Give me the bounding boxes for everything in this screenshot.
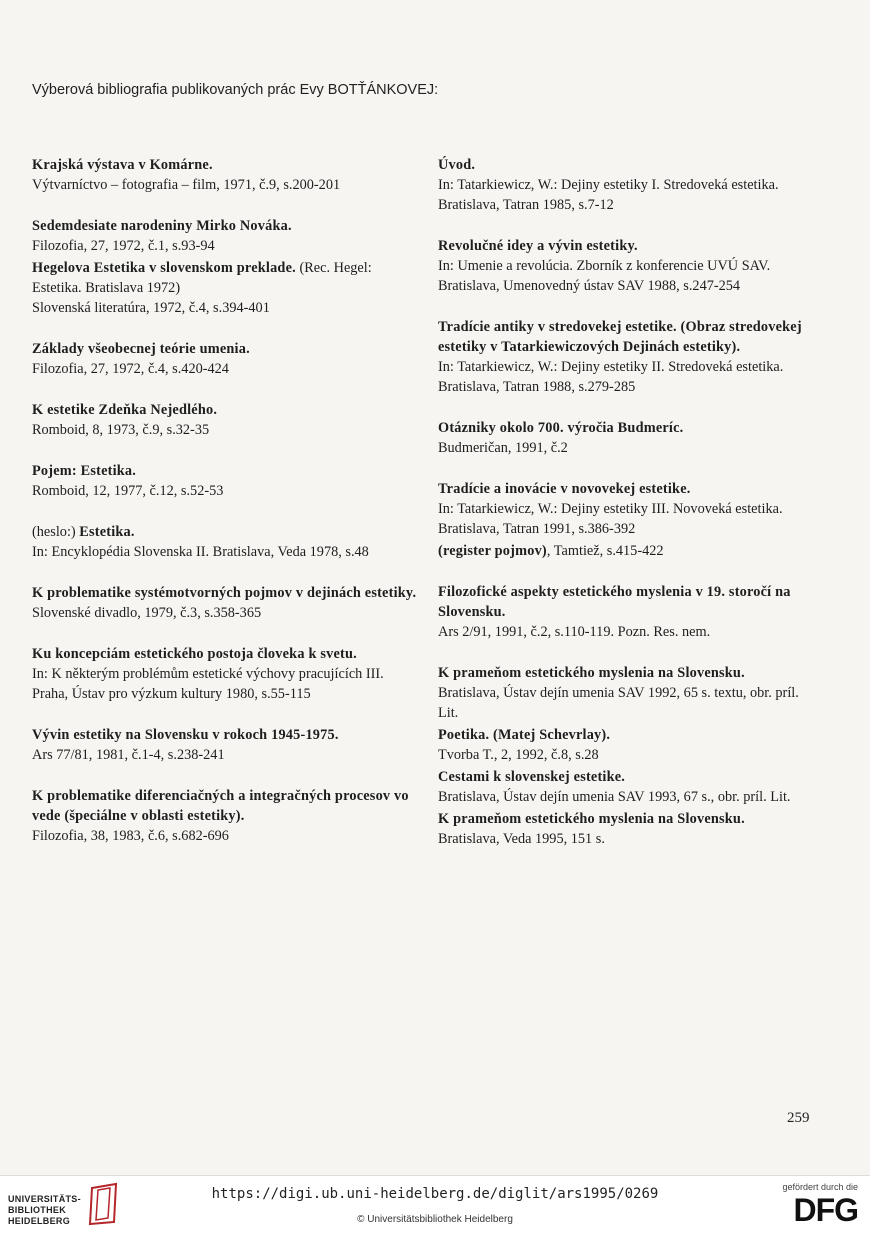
bibliography-entry	[438, 479, 818, 539]
entry-title-line	[32, 400, 417, 420]
left-column	[32, 155, 417, 867]
entry-title: K problematike systémotvorných pojmov v dejinách estetiky.	[32, 585, 417, 601]
entry-title-line	[438, 317, 818, 357]
entry-title: Základy všeobecnej teórie umenia.	[32, 341, 250, 357]
entry-title: Úvod.	[438, 157, 476, 173]
bibliography-entry	[438, 809, 818, 849]
entry-details: Bratislava, Ústav dejín umenia SAV 1992, 65 s. textu, obr. príl. Lit.	[438, 685, 799, 721]
document-url[interactable]: https://digi.ub.uni-heidelberg.de/diglit/ars1995/0269	[211, 1186, 659, 1202]
entry-details: In: Encyklopédia Slovenska II. Bratislava, Veda 1978, s.48	[32, 544, 369, 560]
page-number: 259	[787, 1110, 810, 1126]
entry-details: Bratislava, Tatran 1991, s.386-392	[438, 521, 636, 537]
entry-title-line	[438, 155, 818, 175]
bibliography-entry	[32, 339, 417, 379]
entry-title: Pojem: Estetika.	[32, 463, 137, 479]
entry-inline-note: (Rec. Hegel: Estetika. Bratislava 1972)	[32, 260, 372, 296]
entry-details: Filozofia, 38, 1983, č.6, s.682-696	[32, 828, 229, 844]
entry-details: Výtvarníctvo – fotografia – film, 1971, č.9, s.200-201	[32, 177, 341, 193]
bibliography-entry	[438, 582, 818, 642]
entry-title-line	[32, 644, 417, 664]
bibliography-entry	[438, 418, 818, 458]
entry-title-line	[438, 236, 818, 256]
entry-title-line	[438, 725, 818, 745]
entry-title: K problematike diferenciačných a integračných procesov vo vede (špeciálne v oblasti estetiky).	[32, 788, 409, 824]
library-logo-text: UNIVERSITÄTS- BIBLIOTHEK HEIDELBERG	[8, 1194, 81, 1226]
bibliography-entry	[32, 522, 417, 562]
entry-details: In: Tatarkiewicz, W.: Dejiny estetiky II. Stredoveká estetika.	[438, 359, 784, 375]
entry-title-line	[438, 582, 818, 622]
bibliography-entry	[32, 786, 417, 846]
bibliography-entry	[32, 644, 417, 704]
bibliography-entry	[32, 258, 417, 318]
entry-title-line	[32, 522, 417, 542]
entry-details: Bratislava, Umenovedný ústav SAV 1988, s.247-254	[438, 278, 741, 294]
entry-title: K estetike Zdeňka Nejedlého.	[32, 402, 218, 418]
entry-title-line	[438, 663, 818, 683]
bibliography-entry	[32, 725, 417, 765]
entry-title: Sedemdesiate narodeniny Mirko Nováka.	[32, 218, 292, 234]
entry-details: Tvorba T., 2, 1992, č.8, s.28	[438, 747, 599, 763]
entry-details: Budmeričan, 1991, č.2	[438, 440, 568, 456]
entry-details: Slovenská literatúra, 1972, č.4, s.394-401	[32, 300, 270, 316]
bibliography-entry	[438, 317, 818, 397]
entry-title: Filozofické aspekty estetického myslenia v 19. storočí na Slovensku.	[438, 584, 791, 620]
entry-inline-note: , Tamtiež, s.415-422	[546, 543, 664, 559]
bibliography-entry	[438, 541, 818, 561]
entry-title-line	[438, 767, 818, 787]
entry-title-line	[32, 725, 417, 745]
entry-title-line	[438, 479, 818, 499]
entry-details: In: Tatarkiewicz, W.: Dejiny estetiky III. Novoveká estetika.	[438, 501, 783, 517]
footer-bar	[0, 1175, 870, 1236]
bibliography-entry	[32, 461, 417, 501]
bibliography-entry	[438, 725, 818, 765]
entry-details: Bratislava, Tatran 1988, s.279-285	[438, 379, 636, 395]
entry-title-line	[438, 541, 818, 561]
bibliography-entry	[438, 236, 818, 296]
bibliography-header: Výberová bibliografia publikovaných prác Evy BOTŤÁNKOVEJ:	[32, 82, 439, 98]
bibliography-entry	[32, 155, 417, 195]
entry-title-line	[438, 418, 818, 438]
entry-title-line	[32, 155, 417, 175]
entry-title-line	[32, 258, 417, 298]
bibliography-entry	[438, 155, 818, 215]
entry-title: K prameňom estetického myslenia na Slovensku.	[438, 811, 745, 827]
entry-details: In: Umenie a revolúcia. Zborník z konferencie UVÚ SAV.	[438, 258, 771, 274]
entry-details: Bratislava, Tatran 1985, s.7-12	[438, 197, 614, 213]
entry-details: Romboid, 12, 1977, č.12, s.52-53	[32, 483, 224, 499]
right-column	[438, 155, 818, 870]
entry-details: Romboid, 8, 1973, č.9, s.32-35	[32, 422, 210, 438]
entry-title: Cestami k slovenskej estetike.	[438, 769, 626, 785]
entry-details: Ars 77/81, 1981, č.1-4, s.238-241	[32, 747, 225, 763]
entry-title: K prameňom estetického myslenia na Slovensku.	[438, 665, 745, 681]
entry-details: In: K některým problémům estetické výchovy pracujících III. Praha, Ústav pro výzkum kultury 1980, s.55-115	[32, 666, 384, 702]
entry-title-line	[32, 216, 417, 236]
entry-title: Poetika. (Matej Schevrlay).	[438, 727, 611, 743]
entry-title: Ku koncepciám estetického postoja človeka k svetu.	[32, 646, 357, 662]
entry-details: Filozofia, 27, 1972, č.1, s.93-94	[32, 238, 215, 254]
dfg-logo: DFG	[793, 1192, 858, 1228]
bibliography-entry	[32, 400, 417, 440]
bibliography-entry	[32, 216, 417, 256]
entry-title: (register pojmov)	[438, 543, 547, 559]
entry-details: Bratislava, Ústav dejín umenia SAV 1993, 67 s., obr. príl. Lit.	[438, 789, 791, 805]
entry-details: Filozofia, 27, 1972, č.4, s.420-424	[32, 361, 229, 377]
entry-title: Hegelova Estetika v slovenskom preklade.	[32, 260, 296, 276]
entry-title-line	[32, 786, 417, 826]
entry-title: Tradície antiky v stredovekej estetike. (Obraz stredovekej estetiky v Tatarkiewiczových Dejinách estetiky).	[438, 319, 802, 355]
entry-title: Otázniky okolo 700. výročia Budmeríc.	[438, 420, 684, 436]
entry-title: Revolučné idey a vývin estetiky.	[438, 238, 638, 254]
entry-title-line	[32, 583, 417, 603]
entry-details: Slovenské divadlo, 1979, č.3, s.358-365	[32, 605, 262, 621]
entry-details: Bratislava, Veda 1995, 151 s.	[438, 831, 605, 847]
bibliography-entry	[32, 583, 417, 623]
entry-details: In: Tatarkiewicz, W.: Dejiny estetiky I. Stredoveká estetika.	[438, 177, 779, 193]
entry-title-line	[32, 461, 417, 481]
entry-title-line	[438, 809, 818, 829]
bibliography-entry	[438, 767, 818, 807]
bibliography-entry	[438, 663, 818, 723]
entry-prefix: (heslo:)	[32, 524, 80, 540]
entry-title: Estetika.	[79, 524, 135, 540]
funding-note: gefördert durch die	[782, 1182, 858, 1192]
entry-title-line	[32, 339, 417, 359]
copyright-notice: © Universitätsbibliothek Heidelberg	[357, 1214, 513, 1225]
entry-title: Krajská výstava v Komárne.	[32, 157, 213, 173]
entry-details: Ars 2/91, 1991, č.2, s.110-119. Pozn. Res. nem.	[438, 624, 711, 640]
entry-title: Tradície a inovácie v novovekej estetike.	[438, 481, 691, 497]
entry-title: Vývin estetiky na Slovensku v rokoch 1945-1975.	[32, 727, 339, 743]
